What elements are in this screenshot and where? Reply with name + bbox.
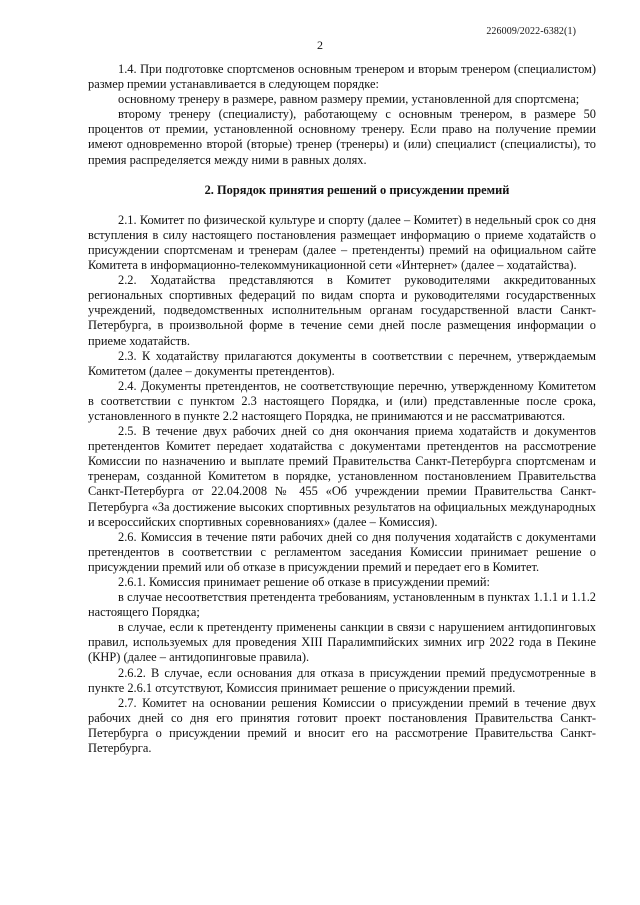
paragraph-2-6-1-b: в случае, если к претенденту применены санкции в связи с нарушением антидопинговых правил, используемых для проведения XIII Паралимпийских зимних игр 2022 года в Пекине (КНР) (далее – антидопинговые правила). [88,620,596,665]
paragraph-2-4: 2.4. Документы претендентов, не соответствующие перечню, утвержденному Комитетом в соответствии с пунктом 2.3 настоящего Порядка, и (или) представленные после срока, установленного в пункте 2.2 настоящего Порядка, не принимаются и не рассматриваются. [88,378,596,423]
paragraph-2-3: 2.3. К ходатайству прилагаются документы в соответствии с перечнем, утверждаемым Комитетом (далее – документы претендентов). [88,348,596,378]
paragraph-second-coach: второму тренеру (специалисту), работающему с основным тренером, в размере 50 процентов от премии, установленной основному тренеру. Если право на получение премии имеют одновременно второй (вторые) тренер (тренеры) и (или) специалист (специалисты), то премия распределяется между ними в равных долях. [88,107,596,167]
paragraph-main-coach: основному тренеру в размере, равном размеру премии, установленной для спортсмена; [118,92,580,107]
page-number: 2 [317,38,323,52]
document-body [88,62,596,756]
section-2-title: 2. Порядок принятия решений о присуждении премий [204,182,510,197]
paragraph-2-6-1: 2.6.1. Комиссия принимает решение об отказе в присуждении премий: [118,575,490,589]
paragraph-2-7: 2.7. Комитет на основании решения Комиссии о присуждении премий в течение двух рабочих дней со дня его принятия готовит проект постановления Правительства Санкт-Петербурга о присуждении премий и вносит его на рассмотрение Правительства Санкт-Петербурга. [88,695,596,756]
document-registration-number: 226009/2022-6382(1) [486,26,576,37]
paragraph-2-6-2: 2.6.2. В случае, если основания для отказа в присуждении премий предусмотренные в пункте 2.6.1 отсутствуют, Комиссия принимает решение о присуждении премий. [88,665,596,695]
paragraph-2-2: 2.2. Ходатайства представляются в Комитет руководителями аккредитованных региональных спортивных федераций по видам спорта и руководителями государственных учреждений, подведомственных исполнительным органам государственной власти Санкт-Петербурга, в произвольной форме в течение семи дней после размещения информации о приеме ходатайств. [88,273,596,348]
spacer [88,198,596,213]
paragraph-2-5: 2.5. В течение двух рабочих дней со дня окончания приема ходатайств и документов претендентов Комитет передает ходатайства с документами претендентов на рассмотрение Комиссии по назначению и выплате премий Правительства Санкт-Петербурга спортсменам и тренерам, созданной Комитетом в порядке, установленном постановлением Правительства Санкт-Петербурга от 22.04.2008 № 455 «Об учреждении премии Правительства Санкт-Петербурга «За достижение высоких спортивных результатов на официальных международных и всероссийских спортивных соревнованиях» (далее – Комиссия). [88,424,596,529]
paragraph-2-6: 2.6. Комиссия в течение пяти рабочих дней со дня получения ходатайств с документами претендентов в соответствии с регламентом заседания Комиссии принимает решение о присуждении премий или об отказе в присуждении премий и передает его в Комитет. [88,529,596,574]
paragraph-2-1: 2.1. Комитет по физической культуре и спорту (далее – Комитет) в недельный срок со дня вступления в силу настоящего постановления размещает информацию о приеме ходатайств о присуждении спортсменам и тренерам (далее – претенденты) премий на официальном сайте Комитета в информационно-телекоммуникационной сети «Интернет» (далее – ходатайства). [88,212,596,273]
spacer [88,168,596,183]
paragraph-2-6-1-a: в случае несоответствия претендента требованиям, установленным в пунктах 1.1.1 и 1.1.2 настоящего Порядка; [88,590,596,620]
paragraph-1-4: 1.4. При подготовке спортсменов основным тренером и вторым тренером (специалистом) размер премии устанавливается в следующем порядке: [88,62,596,92]
